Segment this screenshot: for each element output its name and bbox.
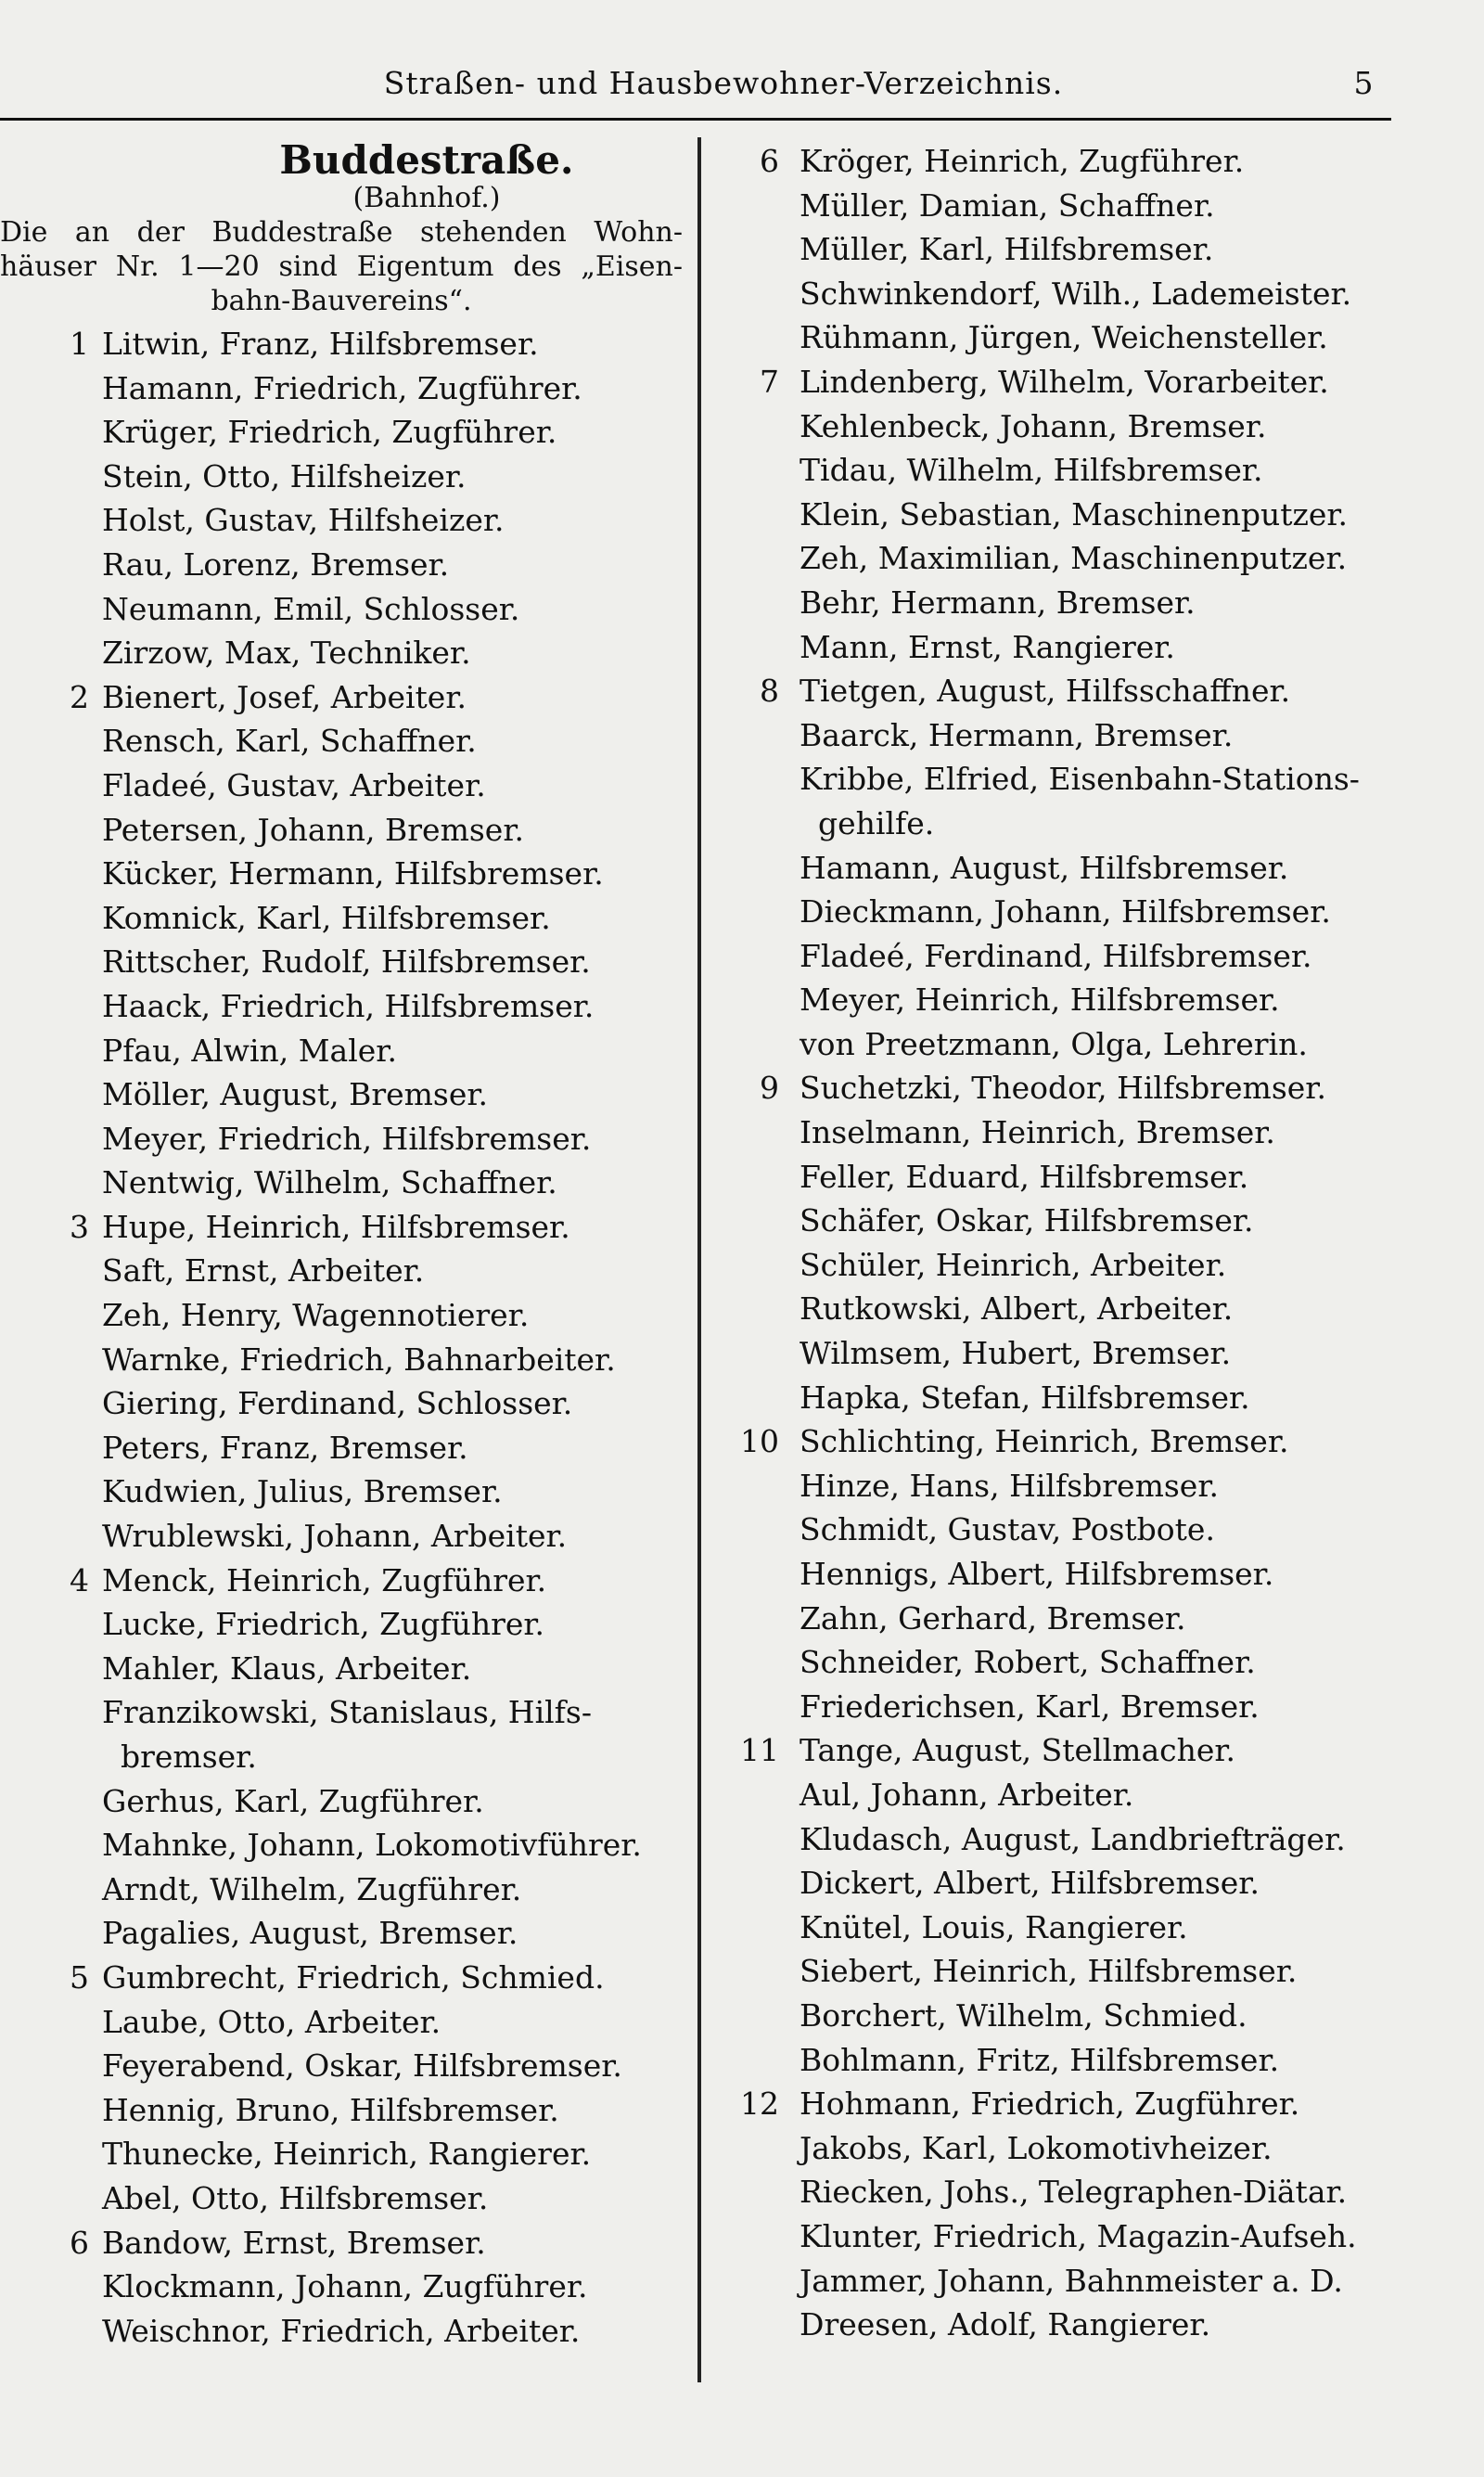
list-item (733, 1773, 1419, 1817)
resident-entry: Zahn, Gerhard, Bremser. (800, 1599, 1186, 1636)
list-item (0, 1029, 686, 1073)
list-item (733, 713, 1419, 758)
resident-entry: Warnke, Friedrich, Bahnarbeiter. (102, 1341, 616, 1378)
resident-entry: Tange, August, Stellmacher. (800, 1732, 1236, 1769)
house-number: 12 (740, 2086, 779, 2123)
resident-entry: Mahnke, Johann, Lokomotivführer. (102, 1827, 642, 1864)
list-item (0, 940, 686, 984)
resident-entry: Hohmann, Friedrich, Zugführer. (800, 2086, 1300, 2123)
resident-entry: Tietgen, August, Hilfsschaffner. (800, 673, 1291, 710)
resident-entry: Abel, Otto, Hilfsbremser. (102, 2179, 489, 2216)
resident-entry: Aul, Johann, Arbeiter. (800, 1776, 1134, 1813)
resident-entry: Zeh, Maximilian, Maschinenputzer. (800, 540, 1348, 577)
list-item (733, 1685, 1419, 1729)
resident-entry: Jammer, Johann, Bahnmeister a. D. (800, 2262, 1343, 2299)
resident-entry: Bohlmann, Fritz, Hilfsbremser. (800, 2041, 1280, 2078)
list-item (0, 852, 686, 896)
resident-entry: Pfau, Alwin, Maler. (102, 1032, 397, 1069)
resident-entry: Laube, Otto, Arbeiter. (102, 2003, 441, 2040)
resident-entry: Müller, Karl, Hilfsbremser. (800, 231, 1214, 268)
list-item (733, 1640, 1419, 1685)
resident-entry: Schüler, Heinrich, Arbeiter. (800, 1246, 1227, 1283)
house-number: 4 (70, 1561, 89, 1598)
list-item (733, 272, 1419, 316)
list-item (0, 631, 686, 675)
resident-entry: Rensch, Karl, Schaffner. (102, 723, 477, 760)
resident-entry: Suchetzki, Theodor, Hilfsbremser. (800, 1070, 1326, 1107)
resident-entry: Saft, Ernst, Arbeiter. (102, 1252, 425, 1290)
list-item (0, 2044, 686, 2088)
list-item (733, 227, 1419, 272)
resident-entry: Rittscher, Rudolf, Hilfsbremser. (102, 943, 591, 981)
resident-entry: Schmidt, Gustav, Postbote. (800, 1511, 1215, 1548)
list-item (733, 2303, 1419, 2347)
list-item (733, 1376, 1419, 1420)
street-heading (0, 139, 686, 318)
resident-entry: Mahler, Klaus, Arbeiter. (102, 1649, 472, 1687)
list-item (0, 2265, 686, 2309)
resident-entry: Fladeé, Gustav, Arbeiter. (102, 766, 486, 803)
resident-entry: Jakobs, Karl, Lokomotivheizer. (800, 2129, 1273, 2166)
house-number: 1 (70, 326, 89, 362)
resident-entry: Bandow, Ernst, Bremser. (102, 2224, 486, 2261)
resident-entry: Rühmann, Jürgen, Weichensteller. (800, 319, 1328, 356)
list-item (733, 1861, 1419, 1906)
resident-entry: Kröger, Heinrich, Zugführer. (800, 143, 1245, 179)
resident-entry: Dieckmann, Johann, Hilfsbremser. (800, 893, 1331, 930)
list-item (733, 2214, 1419, 2259)
house-number: 2 (70, 678, 89, 715)
list-item (0, 587, 686, 632)
list-item (733, 1906, 1419, 1950)
list-item (733, 184, 1419, 228)
list-item (0, 1823, 686, 1867)
resident-entry: Baarck, Hermann, Bremser. (800, 716, 1234, 753)
list-item (733, 1597, 1419, 1641)
list-item (733, 581, 1419, 625)
resident-entry: Tidau, Wilhelm, Hilfsbremser. (800, 452, 1263, 489)
list-item (0, 2176, 686, 2221)
list-item (733, 846, 1419, 891)
resident-entry: Feller, Eduard, Hilfsbremser. (800, 1158, 1249, 1195)
header-title: Straßen- und Hausbewohner-Verzeichnis. (383, 65, 1064, 101)
resident-entry: Kehlenbeck, Johann, Bremser. (800, 407, 1267, 444)
list-item (733, 669, 1419, 713)
list-item (0, 455, 686, 499)
list-item (733, 493, 1419, 537)
list-item (733, 536, 1419, 581)
list-item (733, 404, 1419, 449)
house-number: 7 (760, 363, 779, 400)
resident-entry: Dickert, Albert, Hilfsbremser. (800, 1865, 1260, 1902)
list-item (733, 2126, 1419, 2171)
list-item (733, 1243, 1419, 1288)
list-item (0, 764, 686, 808)
list-item (0, 322, 686, 366)
resident-entry: Krüger, Friedrich, Zugführer. (102, 414, 557, 451)
resident-entry: Gerhus, Karl, Zugführer. (102, 1782, 484, 1819)
resident-entry: Rutkowski, Albert, Arbeiter. (800, 1290, 1234, 1328)
resident-entry: Schneider, Robert, Schaffner. (800, 1644, 1256, 1681)
list-item (0, 543, 686, 587)
resident-entry: Zirzow, Max, Techniker. (102, 635, 471, 672)
list-item (0, 2221, 686, 2265)
resident-entry: Hapka, Stefan, Hilfsbremser. (800, 1379, 1250, 1416)
resident-entry: Knütel, Louis, Rangierer. (800, 1908, 1188, 1945)
list-item (0, 2309, 686, 2354)
resident-entry: Neumann, Emil, Schlosser. (102, 590, 520, 627)
resident-entry: bremser. (121, 1739, 257, 1775)
resident-entry: Gumbrecht, Friedrich, Schmied. (102, 1958, 605, 1996)
list-item (0, 366, 686, 411)
resident-entry: Kludasch, August, Landbriefträger. (800, 1820, 1346, 1857)
page-number: 5 (1353, 65, 1374, 101)
resident-entry: Klunter, Friedrich, Magazin-Aufseh. (800, 2217, 1357, 2254)
resident-entry: Franzikowski, Stanislaus, Hilfs- (102, 1694, 592, 1731)
resident-entry: Rau, Lorenz, Bremser. (102, 545, 450, 583)
resident-entry: Meyer, Heinrich, Hilfsbremser. (800, 982, 1280, 1019)
resident-entry: Inselmann, Heinrich, Bremser. (800, 1114, 1275, 1151)
resident-entry: Lindenberg, Wilhelm, Vorarbeiter. (800, 363, 1329, 400)
list-item (733, 1110, 1419, 1155)
resident-entry: Friederichsen, Karl, Bremser. (800, 1688, 1260, 1725)
list-item (0, 410, 686, 455)
list-item (733, 802, 1419, 846)
list-item (733, 978, 1419, 1022)
resident-entry: Schäfer, Oskar, Hilfsbremser. (800, 1202, 1254, 1239)
list-item (0, 498, 686, 543)
resident-entry: Lucke, Friedrich, Zugführer. (102, 1606, 545, 1643)
house-number: 9 (760, 1070, 779, 1107)
page-header (0, 65, 1484, 121)
list-item (0, 2088, 686, 2133)
list-item (733, 1508, 1419, 1552)
house-number: 6 (70, 2224, 89, 2261)
list-item (0, 675, 686, 720)
list-item (0, 1559, 686, 1603)
resident-entry: Wrublewski, Johann, Arbeiter. (102, 1518, 568, 1555)
house-number: 10 (740, 1423, 779, 1460)
street-note-line-2: häuser Nr. 1—20 sind Eigentum des „Eisen- (0, 250, 683, 283)
resident-entry: Kribbe, Elfried, Eisenbahn-Stations- (800, 761, 1360, 798)
column-divider (697, 137, 701, 2382)
resident-entry: Zeh, Henry, Wagennotierer. (102, 1297, 530, 1334)
list-item (0, 1911, 686, 1956)
list-item (0, 2132, 686, 2176)
street-name: Buddestraße. (279, 137, 574, 183)
list-item (733, 2170, 1419, 2214)
list-item (733, 1949, 1419, 1994)
resident-entry: Pagalies, August, Bremser. (102, 1915, 518, 1952)
house-number: 6 (760, 143, 779, 179)
list-item (733, 1287, 1419, 1331)
list-item (733, 360, 1419, 404)
list-item (0, 1426, 686, 1470)
list-item (733, 1022, 1419, 1067)
list-item (733, 1552, 1419, 1597)
list-item (0, 896, 686, 941)
street-note-line-1: Die an der Buddestraße stehenden Wohn- (0, 216, 683, 249)
list-item (733, 2259, 1419, 2304)
resident-entry: Menck, Heinrich, Zugführer. (102, 1561, 547, 1598)
house-number: 3 (70, 1208, 89, 1245)
list-item (0, 1690, 686, 1735)
street-note (0, 215, 686, 318)
list-item (0, 1735, 686, 1779)
resident-entry: Schwinkendorf, Wilh., Lademeister. (800, 275, 1352, 312)
list-item (0, 2000, 686, 2045)
resident-entry: Giering, Ferdinand, Schlosser. (102, 1385, 573, 1422)
resident-entry: Litwin, Franz, Hilfsbremser. (102, 326, 539, 362)
resident-entry: Nentwig, Wilhelm, Schaffner. (102, 1164, 557, 1201)
resident-entry: Mann, Ernst, Rangierer. (800, 628, 1175, 665)
list-item (0, 719, 686, 764)
resident-entry: Dreesen, Adolf, Rangierer. (800, 2306, 1211, 2343)
resident-entry: Wilmsem, Hubert, Bremser. (800, 1335, 1232, 1372)
resident-entry: Holst, Gustav, Hilfsheizer. (102, 502, 505, 539)
list-item (0, 1117, 686, 1161)
resident-entry: Hupe, Heinrich, Hilfsbremser. (102, 1208, 570, 1245)
list-item (733, 2038, 1419, 2083)
list-item (733, 1199, 1419, 1243)
list-item (0, 1338, 686, 1382)
resident-entry: Kudwien, Julius, Bremser. (102, 1473, 503, 1510)
list-item (0, 984, 686, 1029)
list-item (733, 890, 1419, 934)
resident-entry: Riecken, Johs., Telegraphen-Diätar. (800, 2174, 1348, 2211)
list-item (0, 1205, 686, 1250)
resident-entry: Klockmann, Johann, Zugführer. (102, 2268, 588, 2305)
house-number: 8 (760, 673, 779, 710)
list-item (733, 934, 1419, 979)
resident-entry: Hinze, Hans, Hilfsbremser. (800, 1467, 1219, 1504)
list-item (0, 808, 686, 853)
resident-entry: Schlichting, Heinrich, Bremser. (800, 1423, 1289, 1460)
list-item (733, 315, 1419, 360)
left-entries-list (0, 322, 686, 2353)
list-item (733, 1066, 1419, 1110)
resident-entry: Komnick, Karl, Hilfsbremser. (102, 899, 551, 936)
list-item (733, 757, 1419, 802)
list-item (0, 1249, 686, 1293)
street-subtitle: (Bahnhof.) (352, 182, 501, 214)
list-item (733, 1817, 1419, 1862)
list-item (733, 1419, 1419, 1464)
resident-entry: Hamann, Friedrich, Zugführer. (102, 369, 582, 406)
list-item (0, 1956, 686, 2000)
list-item (733, 625, 1419, 670)
list-item (733, 448, 1419, 493)
list-item (0, 1779, 686, 1824)
resident-entry: Haack, Friedrich, Hilfsbremser. (102, 987, 595, 1024)
resident-entry: gehilfe. (818, 804, 935, 841)
header-rule (0, 118, 1391, 121)
resident-entry: Hamann, August, Hilfsbremser. (800, 849, 1289, 886)
resident-entry: Hennigs, Albert, Hilfsbremser. (800, 1556, 1274, 1592)
list-item (733, 1331, 1419, 1376)
resident-entry: Feyerabend, Oskar, Hilfsbremser. (102, 2047, 622, 2085)
house-number: 11 (740, 1732, 779, 1769)
resident-entry: Behr, Hermann, Bremser. (800, 584, 1196, 621)
list-item (0, 1470, 686, 1514)
list-item (0, 1293, 686, 1338)
resident-entry: Hennig, Bruno, Hilfsbremser. (102, 2091, 559, 2128)
resident-entry: Meyer, Friedrich, Hilfsbremser. (102, 1120, 592, 1157)
list-item (0, 1602, 686, 1647)
list-item (733, 2082, 1419, 2126)
list-item (0, 1647, 686, 1691)
resident-entry: Bienert, Josef, Arbeiter. (102, 678, 467, 715)
resident-entry: Arndt, Wilhelm, Zugführer. (102, 1870, 522, 1907)
resident-entry: Peters, Franz, Bremser. (102, 1429, 468, 1466)
resident-entry: Thunecke, Heinrich, Rangierer. (102, 2136, 592, 2173)
right-entries-list (733, 139, 1419, 2347)
resident-entry: Stein, Otto, Hilfsheizer. (102, 457, 467, 494)
resident-entry: Klein, Sebastian, Maschinenputzer. (800, 495, 1349, 533)
list-item (0, 1381, 686, 1426)
list-item (733, 139, 1419, 184)
list-item (733, 1155, 1419, 1200)
resident-entry: Borchert, Wilhelm, Schmied. (800, 1996, 1247, 2034)
resident-entry: Petersen, Johann, Bremser. (102, 811, 524, 848)
street-note-line-3: bahn-Bauvereins“. (211, 285, 472, 317)
list-item (0, 1514, 686, 1559)
list-item (0, 1867, 686, 1912)
resident-entry: Kücker, Hermann, Hilfsbremser. (102, 855, 604, 892)
resident-entry: von Preetzmann, Olga, Lehrerin. (800, 1025, 1308, 1062)
resident-entry: Fladeé, Ferdinand, Hilfsbremser. (800, 937, 1312, 974)
left-column (0, 139, 686, 2353)
house-number: 5 (70, 1958, 89, 1996)
list-item (0, 1072, 686, 1117)
resident-entry: Möller, August, Bremser. (102, 1076, 489, 1113)
list-item (733, 1728, 1419, 1773)
right-column (733, 139, 1419, 2347)
list-item (733, 1994, 1419, 2038)
list-item (0, 1161, 686, 1205)
list-item (733, 1464, 1419, 1508)
resident-entry: Siebert, Heinrich, Hilfsbremser. (800, 1953, 1298, 1990)
resident-entry: Weischnor, Friedrich, Arbeiter. (102, 2312, 581, 2349)
resident-entry: Müller, Damian, Schaffner. (800, 186, 1215, 224)
